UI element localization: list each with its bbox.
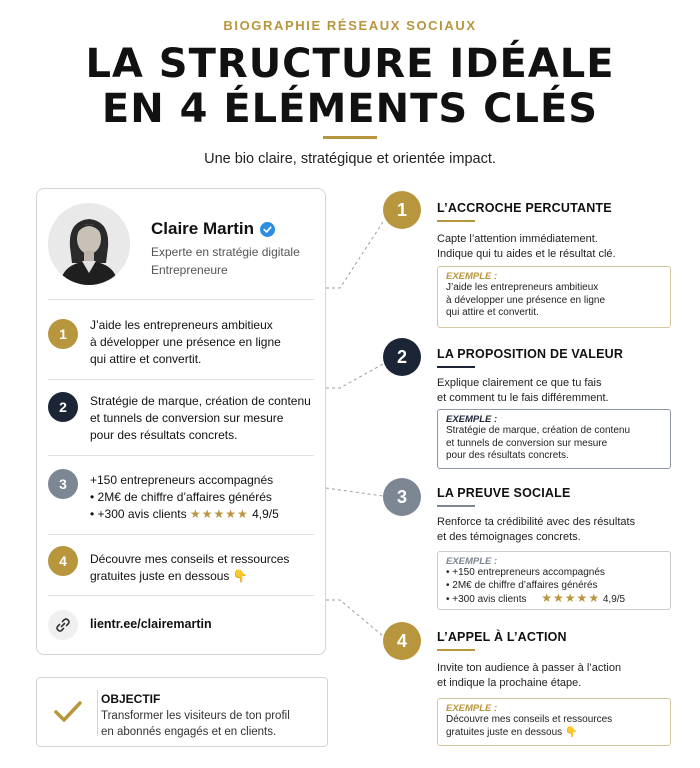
step-1-description — [437, 232, 616, 262]
example-line: gratuites juste en dessous 👇 — [446, 726, 578, 738]
title-underline — [323, 136, 377, 139]
verified-badge-icon — [260, 222, 275, 237]
section-2-text — [90, 393, 311, 444]
avatar-portrait-icon — [48, 203, 130, 285]
section-3-rating-line — [90, 506, 279, 523]
example-label: EXEMPLE : — [446, 271, 498, 282]
profile-card — [36, 188, 326, 655]
step-4-badge: 4 — [383, 622, 421, 660]
rating-value: 4,9/5 — [252, 507, 279, 521]
step-3-description — [437, 515, 635, 545]
example-line: et tunnels de conversion sur mesure — [446, 437, 608, 449]
section-2-line: Stratégie de marque, création de contenu — [90, 394, 311, 408]
connector-2 — [326, 364, 383, 388]
section-1-line: J’aide les entrepreneurs ambitieux — [90, 318, 273, 332]
profile-role-line-1: Experte en stratégie digitale — [151, 245, 300, 259]
example-line: • +300 avis clients — [446, 594, 527, 605]
section-4-text — [90, 551, 289, 585]
example-line: Stratégie de marque, création de contenu — [446, 425, 631, 436]
step-3-desc-line: et des témoignages concrets. — [437, 531, 581, 543]
section-4-line: gratuites juste en dessous 👇 — [90, 569, 248, 583]
example-label: EXEMPLE : — [446, 556, 498, 567]
objective-box — [36, 677, 328, 747]
section-2-line: et tunnels de conversion sur mesure — [90, 411, 284, 425]
step-2-title: LA PROPOSITION DE VALEUR — [437, 347, 624, 361]
divider — [48, 455, 314, 456]
divider — [48, 595, 314, 596]
example-line: pour des résultats concrets. — [446, 450, 569, 461]
step-3-badge: 3 — [383, 478, 421, 516]
profile-name: Claire Martin — [151, 219, 254, 238]
chain-link-icon — [55, 617, 71, 633]
step-2-desc-line: Explique clairement ce que tu fais — [437, 377, 602, 389]
step-4-example — [437, 698, 671, 746]
section-3-badge: 3 — [48, 469, 78, 499]
example-label: EXEMPLE : — [446, 414, 498, 425]
profile-link[interactable]: lientr.ee/clairemartin — [90, 617, 212, 631]
step-1-badge: 1 — [383, 191, 421, 229]
step-4-desc-line: Invite ton audience à passer à l’action — [437, 662, 622, 674]
section-4-badge: 4 — [48, 546, 78, 576]
step-2-desc-line: et comment tu le fais différemment. — [437, 392, 609, 404]
example-line: qui attire et convertit. — [446, 307, 539, 318]
step-1-example — [437, 266, 671, 328]
objective-line: Transformer les visiteurs de ton profil — [101, 710, 290, 722]
section-3-text — [90, 472, 279, 523]
step-1-rule — [437, 220, 475, 222]
step-3-example — [437, 551, 671, 610]
objective-heading: OBJECTIF — [101, 692, 161, 706]
example-text — [446, 425, 662, 463]
example-label: EXEMPLE : — [446, 703, 498, 714]
section-3-line: • 2M€ de chiffre d’affaires générés — [90, 490, 272, 504]
step-4-rule — [437, 649, 475, 651]
example-line: Découvre mes conseils et ressources — [446, 714, 613, 725]
step-1-desc-line: Indique qui tu aides et le résultat clé. — [437, 248, 616, 260]
step-4-desc-line: et indique la prochaine étape. — [437, 677, 582, 689]
example-text — [446, 714, 662, 739]
example-text — [446, 567, 662, 607]
section-2-line: pour des résultats concrets. — [90, 428, 238, 442]
connector-1 — [326, 222, 383, 288]
step-3-title: LA PREUVE SOCIALE — [437, 486, 571, 500]
step-3-desc-line: Renforce ta crédibilité avec des résultats — [437, 516, 636, 528]
section-4-line: Découvre mes conseils et ressources — [90, 552, 290, 566]
kicker: BIOGRAPHIE RÉSEAUX SOCIAUX — [223, 18, 477, 33]
objective-separator — [97, 690, 98, 736]
step-2-badge: 2 — [383, 338, 421, 376]
objective-line: en abonnés engagés et en clients. — [101, 726, 277, 738]
star-rating-icon: ★★★★★ — [541, 591, 601, 605]
star-rating-icon: ★★★★★ — [189, 507, 249, 521]
example-line: J’aide les entrepreneurs ambitieux — [446, 282, 599, 293]
section-2-badge: 2 — [48, 392, 78, 422]
example-rating-line — [446, 592, 662, 607]
example-line: • 2M€ de chiffre d’affaires générés — [446, 579, 598, 591]
profile-role-line-2: Entrepreneure — [151, 263, 228, 277]
page-title — [0, 42, 700, 132]
connector-3 — [326, 488, 383, 496]
link-icon — [48, 610, 78, 640]
section-1-line: à développer une présence en ligne — [90, 335, 281, 349]
checkmark-icon — [52, 695, 84, 727]
section-1-badge: 1 — [48, 319, 78, 349]
step-1-title: L’ACCROCHE PERCUTANTE — [437, 201, 612, 215]
section-1-line: qui attire et convertit. — [90, 352, 202, 366]
step-2-example — [437, 409, 671, 469]
section-3-line: • +300 avis clients — [90, 507, 187, 521]
divider — [48, 299, 314, 300]
step-3-rule — [437, 505, 475, 507]
connector-4 — [326, 600, 383, 636]
profile-name-row — [151, 219, 275, 239]
subtitle: Une bio claire, stratégique et orientée impact. — [204, 151, 496, 167]
example-line: à développer une présence en ligne — [446, 294, 606, 306]
step-2-rule — [437, 366, 475, 368]
section-1-text — [90, 317, 281, 368]
step-4-description — [437, 661, 621, 691]
example-line: • +150 entrepreneurs accompagnés — [446, 567, 605, 578]
avatar — [48, 203, 130, 285]
step-1-desc-line: Capte l’attention immédiatement. — [437, 233, 598, 245]
title-line-2: EN 4 ÉLÉMENTS CLÉS — [101, 86, 599, 132]
divider — [48, 534, 314, 535]
title-line-1: LA STRUCTURE IDÉALE — [85, 41, 615, 87]
section-3-line: +150 entrepreneurs accompagnés — [90, 473, 274, 487]
objective-text — [101, 708, 290, 740]
example-text — [446, 282, 662, 320]
rating-value: 4,9/5 — [602, 594, 626, 605]
divider — [48, 379, 314, 380]
step-2-description — [437, 376, 609, 406]
step-4-title: L’APPEL À L’ACTION — [437, 630, 567, 644]
